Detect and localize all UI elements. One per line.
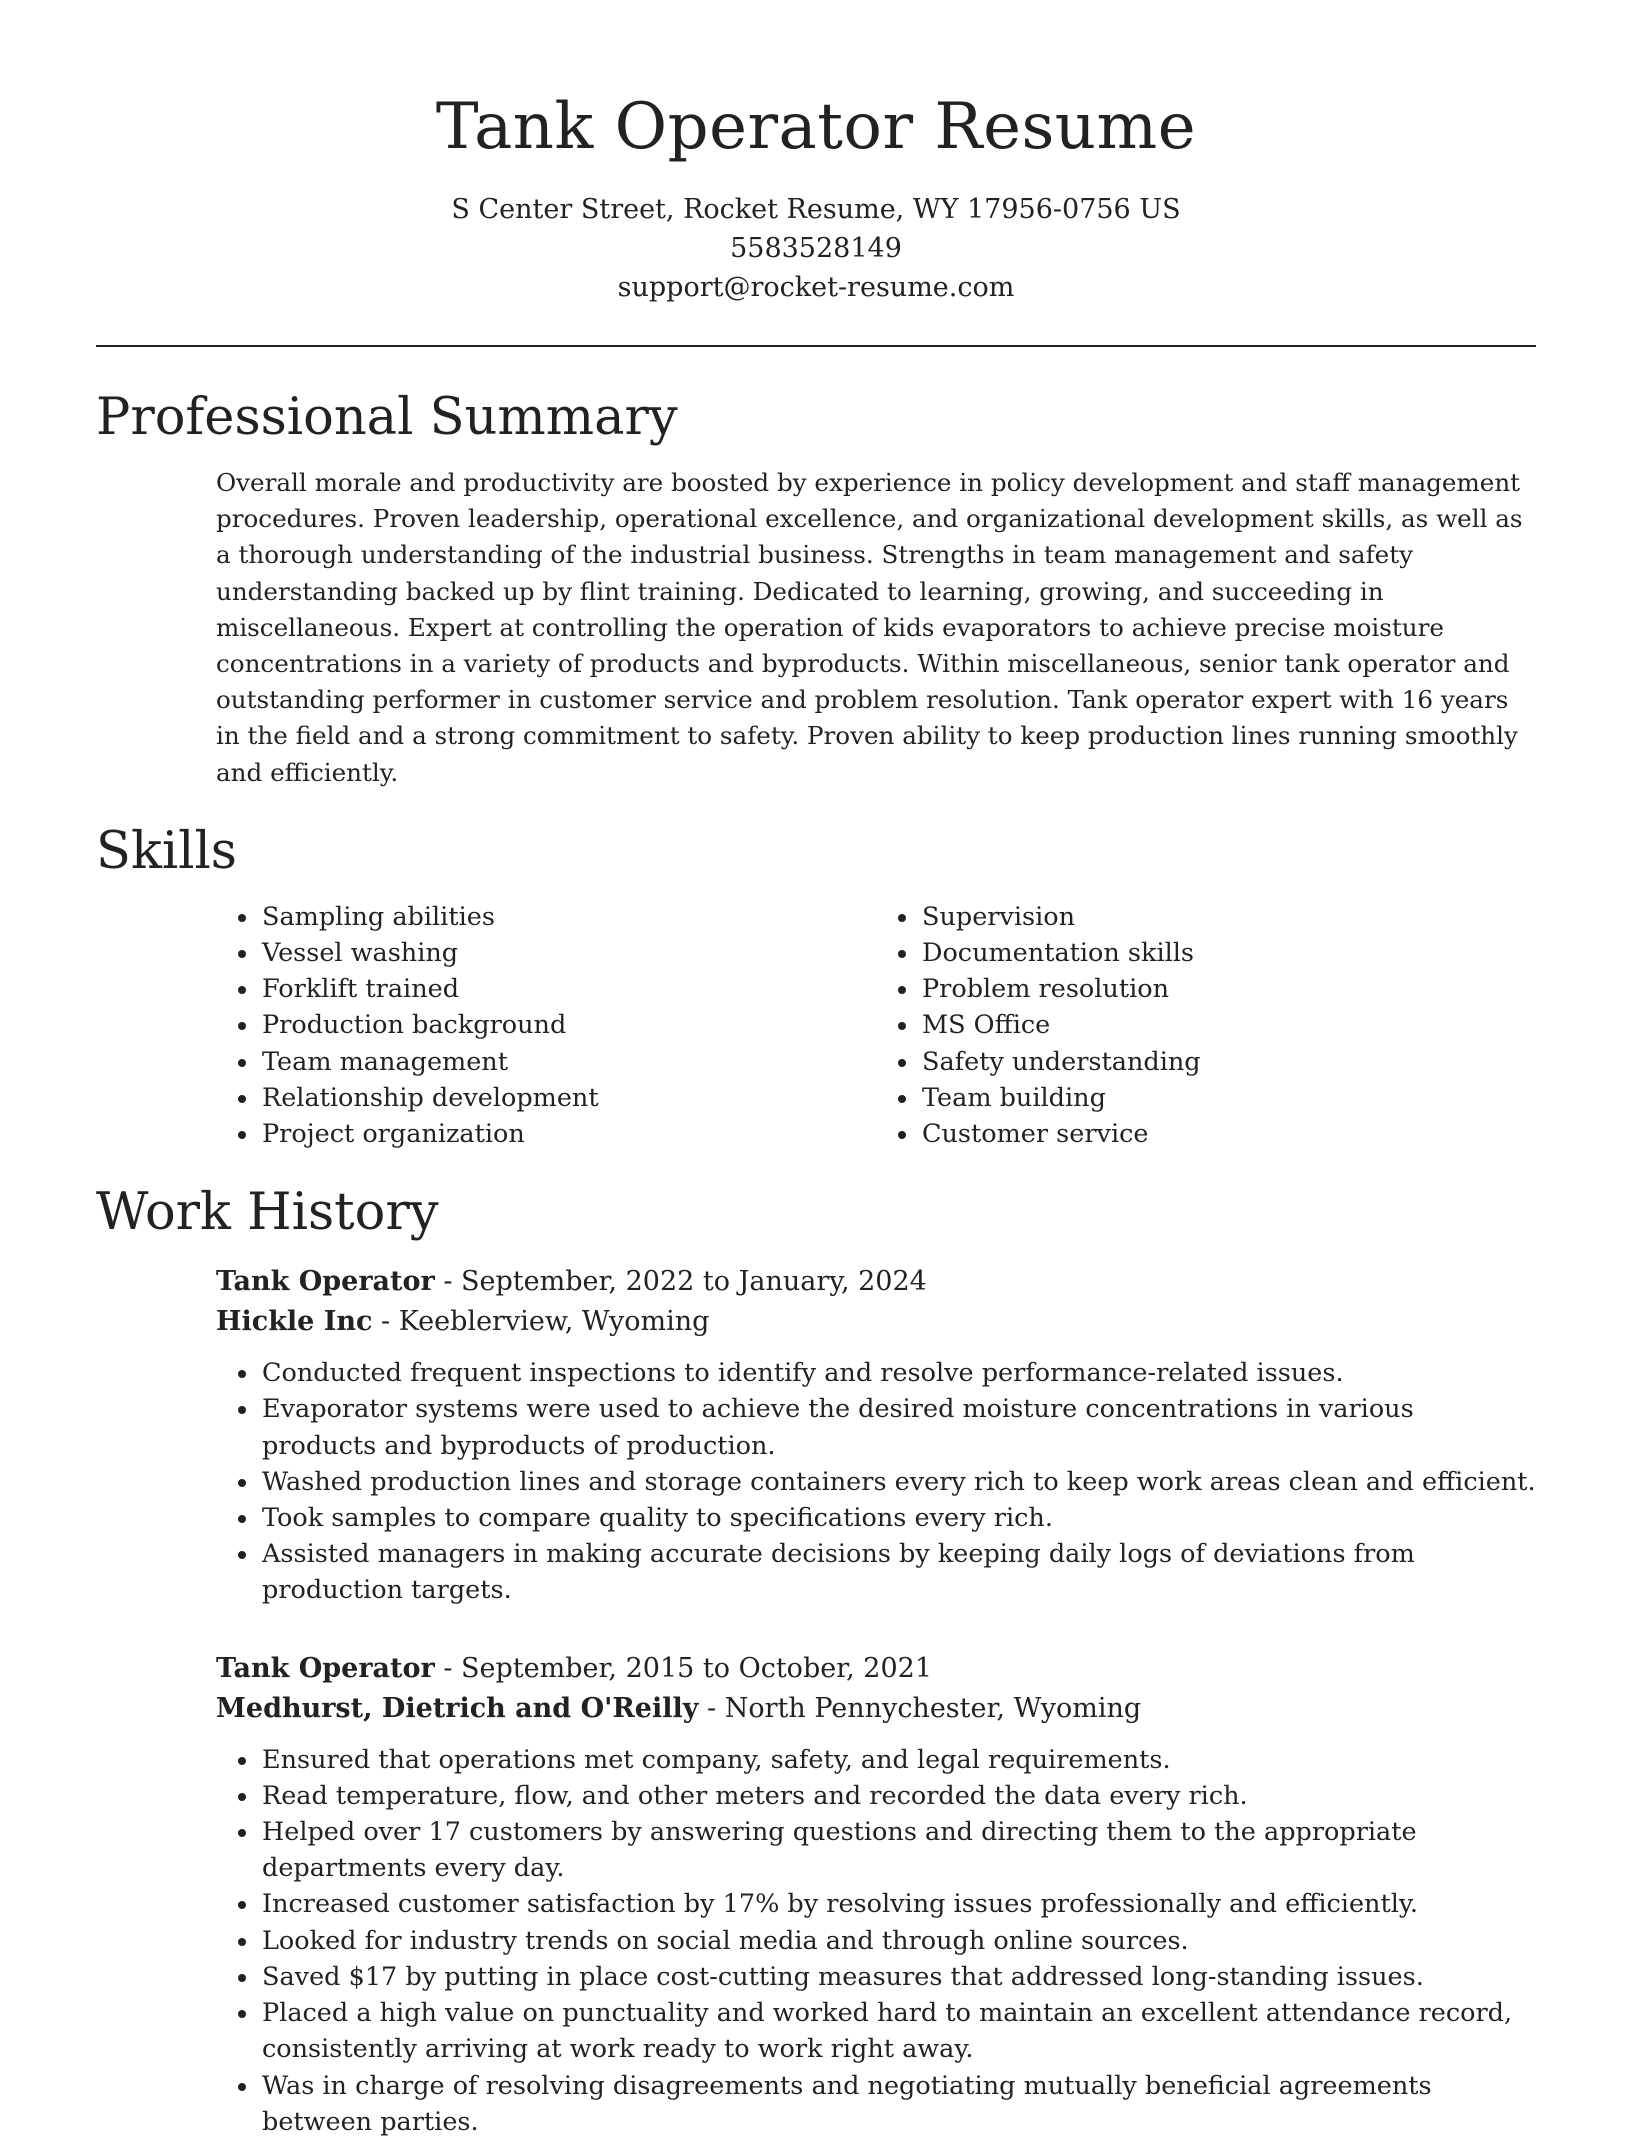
job-title-line <box>216 1649 1536 1689</box>
duty-item: • Took samples to compare quality to specifications every rich. <box>260 1500 1536 1536</box>
skill-item: • Production background <box>260 1007 876 1043</box>
skill-item: • Problem resolution <box>920 971 1536 1007</box>
job-location: - North Pennychester, Wyoming <box>698 1692 1142 1724</box>
skill-item: • Sampling abilities <box>260 899 876 935</box>
job-title-line <box>216 1262 1536 1302</box>
duty-item: • Conducted frequent inspections to identify and resolve performance-related issues. <box>260 1355 1536 1391</box>
job-company-line <box>216 1689 1536 1729</box>
skill-item: • Forklift trained <box>260 971 876 1007</box>
work-history-heading: Work History <box>96 1183 439 1243</box>
resume-page <box>96 0 1536 2140</box>
duty-item: • Placed a high value on punctuality and worked hard to maintain an excellent attendance record, consistently arriving at work ready to work right away. <box>260 1995 1536 2067</box>
job-company: Medhurst, Dietrich and O'Reilly <box>216 1692 699 1724</box>
duty-item: • Was in charge of resolving disagreements and negotiating mutually beneficial agreements between parties. <box>260 2068 1536 2140</box>
phone: 5583528149 <box>730 233 902 264</box>
skill-item: • Team building <box>920 1080 1536 1116</box>
job-entry <box>216 1649 1536 2140</box>
job-dates: - September, 2022 to January, 2024 <box>434 1266 927 1298</box>
skills-grid <box>216 899 1536 1152</box>
duty-item: • Saved $17 by putting in place cost-cutting measures that addressed long-standing issues. <box>260 1959 1536 1995</box>
job-company: Hickle Inc <box>216 1306 373 1338</box>
skill-item: • Team management <box>260 1044 876 1080</box>
email: support@rocket-resume.com <box>617 272 1015 303</box>
skill-item: • Supervision <box>920 899 1536 935</box>
skills-left-column <box>216 899 876 1152</box>
resume-title: Tank Operator Resume <box>435 90 1197 164</box>
contact-info <box>96 190 1536 307</box>
job-duties <box>216 1355 1536 1608</box>
skill-item: • Vessel washing <box>260 935 876 971</box>
address: S Center Street, Rocket Resume, WY 17956-0756 US <box>451 194 1181 225</box>
work-history-section <box>96 1178 1536 2140</box>
job-entry <box>216 1262 1536 1608</box>
job-role: Tank Operator <box>216 1652 435 1684</box>
summary-heading: Professional Summary <box>96 388 678 447</box>
duty-item: • Increased customer satisfaction by 17% by resolving issues professionally and efficiently. <box>260 1886 1536 1922</box>
duty-item: • Read temperature, flow, and other meters and recorded the data every rich. <box>260 1778 1536 1814</box>
skills-right-column <box>876 899 1536 1152</box>
skill-item: • Documentation skills <box>920 935 1536 971</box>
job-duties <box>216 1742 1536 2140</box>
duty-item: • Assisted managers in making accurate decisions by keeping daily logs of deviations from production targets. <box>260 1536 1536 1608</box>
duty-item: • Ensured that operations met company, safety, and legal requirements. <box>260 1742 1536 1778</box>
job-role: Tank Operator <box>216 1266 435 1298</box>
skill-item: • Safety understanding <box>920 1044 1536 1080</box>
skill-item: • Project organization <box>260 1116 876 1152</box>
skill-item: • Customer service <box>920 1116 1536 1152</box>
summary-section <box>96 383 1536 791</box>
skills-section <box>96 817 1536 1152</box>
job-company-line <box>216 1302 1536 1342</box>
skill-item: • Relationship development <box>260 1080 876 1116</box>
summary-text: Overall morale and productivity are boosted by experience in policy development and staff management procedures. Proven leadership, operational excellence, and organizational development skills, as well as a thorough understanding of the industrial business. Strengths in team management and safety understanding backed up by flint training. Dedicated to learning, growing, and succeeding in miscellaneous. Expert at controlling the operation of kids evaporators to achieve precise moisture concentrations in a variety of products and byproducts. Within miscellaneous, senior tank operator and outstanding performer in customer service and problem resolution. Tank operator expert with 16 years in the field and a strong commitment to safety. Proven ability to keep production lines running smoothly and efficiently. <box>216 468 1523 787</box>
duty-item: • Looked for industry trends on social media and through online sources. <box>260 1923 1536 1959</box>
job-location: - Keeblerview, Wyoming <box>372 1306 710 1338</box>
skill-item: • MS Office <box>920 1007 1536 1043</box>
header-divider <box>96 345 1536 347</box>
duty-item: • Helped over 17 customers by answering questions and directing them to the appropriate departments every day. <box>260 1814 1536 1886</box>
resume-header <box>96 0 1536 307</box>
duty-item: • Evaporator systems were used to achieve the desired moisture concentrations in various products and byproducts of production. <box>260 1391 1536 1463</box>
duty-item: • Washed production lines and storage containers every rich to keep work areas clean and efficient. <box>260 1464 1536 1500</box>
job-dates: - September, 2015 to October, 2021 <box>434 1652 933 1684</box>
skills-heading: Skills <box>96 821 237 881</box>
